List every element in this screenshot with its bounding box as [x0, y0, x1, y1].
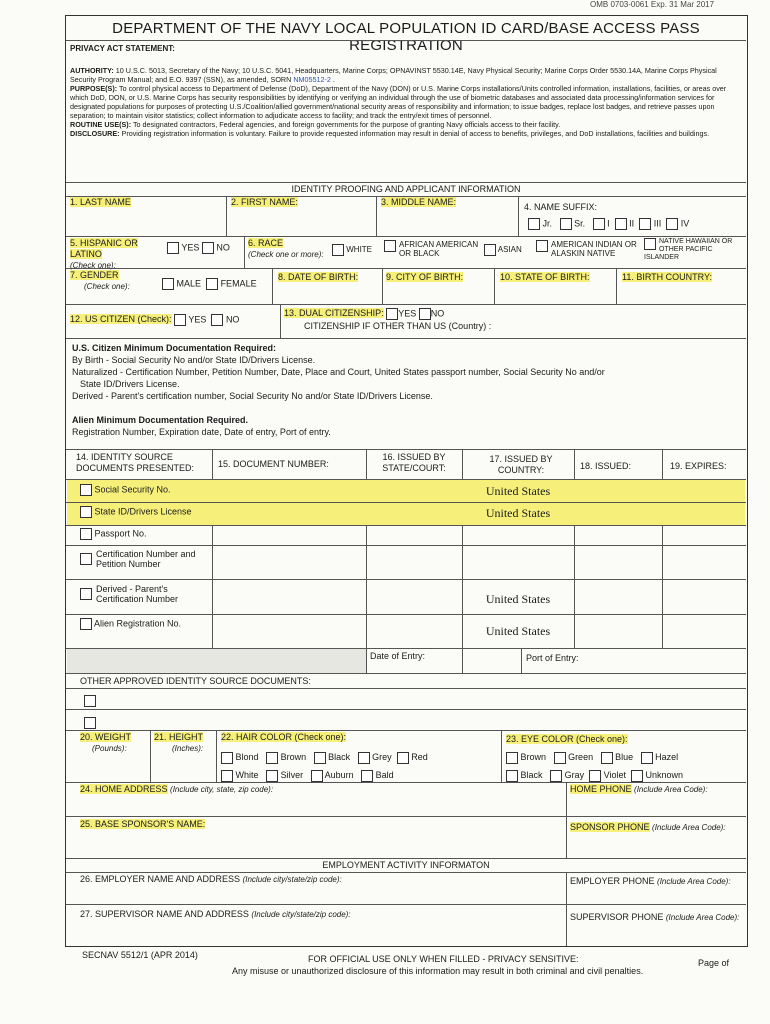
sponsor-name-label: 25. BASE SPONSOR'S NAME:: [80, 819, 206, 829]
dual-no-checkbox[interactable]: [419, 308, 431, 320]
dual-citizenship-label: 13. DUAL CITIZENSHIP:: [284, 308, 384, 319]
birth-country-label: 11. BIRTH COUNTRY:: [622, 272, 713, 282]
other-doc-checkbox[interactable]: [84, 717, 96, 729]
race-black-checkbox[interactable]: [384, 240, 396, 252]
home-phone-label: HOME PHONE: [570, 784, 632, 794]
country-value: United States: [485, 484, 551, 498]
supervisor-label: 27. SUPERVISOR NAME AND ADDRESS (Include city/state/zip code):: [80, 909, 351, 919]
country-value: United States: [485, 624, 551, 638]
port-of-entry-label: Port of Entry:: [526, 653, 579, 663]
passport-checkbox[interactable]: [80, 528, 92, 540]
hair-checkbox[interactable]: [311, 770, 323, 782]
suffix-options: Jr. Sr. I II III IV: [528, 218, 689, 230]
col-issued: 18. ISSUED:: [580, 461, 632, 471]
eye-options: Brown Green Blue Hazel Black Gray Violet Unknown: [506, 748, 746, 784]
omb-number: OMB 0703-0061 Exp. 31 Mar 2017: [590, 0, 715, 9]
first-name-label: 2. FIRST NAME:: [231, 197, 298, 207]
gender-label: 7. GENDER: [70, 270, 119, 280]
eye-checkbox[interactable]: [631, 770, 643, 782]
hair-checkbox[interactable]: [358, 752, 370, 764]
page-number: Page of: [698, 958, 730, 968]
citizen-no-checkbox[interactable]: [211, 314, 223, 326]
suffix-checkbox[interactable]: [528, 218, 540, 230]
hair-options: Blond Brown Black Grey Red White Silver Auburn Bald: [221, 748, 501, 784]
eye-checkbox[interactable]: [589, 770, 601, 782]
registration-form: DEPARTMENT OF THE NAVY LOCAL POPULATION ID CARD/BASE ACCESS PASS REGISTRATION PRIVACY ACT STATEMENT: AUTHORITY: 10 U.S.C. 5013, Secretary of the Navy; 10 U.S.C. 5041, Headquarters, Marine Corps; OPNAVINST 5530.14E, Navy Physical Security; Marine Corps Order 5530.14A, Marine Corps Physical Security Program Manual; and E.O. 9397 (SSN), as amended, SORN NM05512-2 . PURPOSE(S): To control physical access to Department of Defense (DoD), Department of the Navy (DON) or U.S. Marine Corps installations/Units controlled information, installations, facilities, or areas over which DoD, DON, or U.S. Marine Corps has security responsibilities by identifying or verifying an individual through the use of biometric databases and associated data processing/information services for designated populations for purposes of protecting U.S./Coalition/allied government/national security areas of responsibility and information; to issue badges, replace lost badges, and retrieve passes upon separation; to maintain visitor statistics; collect information to adjudicate access to facility; and track the entry/exit times of personnel. ROUTINE USE(S): To designated contractors, Federal agencies, and foreign governments for the purpose of granting Navy officials access to their facility. DISCLOSURE: Providing registration information is voluntary. Failure to provide requested information may result in denial of access to benefits, privileges, and DoD installations, facilities and buildings. IDENTITY PROOFING AND APPLICANT INFORMATION 1. LAST NAME 2. FIRST NAME: 3. MIDDLE NAME: 4. NAME SUFFIX: Jr. Sr. I II III IV 5. HISPANIC OR LATINO (Check one): YES NO 6. RACE (Check one or more): WHITE AFRICAN AMERICAN OR BLACK ASIAN AMERICAN INDIAN OR ALASKIN NATIVE NATIVE HAWAIIAN OR OTHER PACIFIC ISLANDER 7. GENDER (Check one): MALE FEMALE 8. DATE OF BIRTH: 9. CITY OF BIRTH: 10. STATE OF BIRTH: 11. BIRTH COUNTRY: 12. US CITIZEN (Check): YES NO 13. DUAL CITIZENSHIP: YES NO CITIZENSHIP IF OTHER THAN US (Country) : U.S. Citizen Minimum Documentation Required: By Birth - Social Security No and/or State ID/Drivers License. Naturalized - Certification Number, Petition Number, Date, Place and Court, United States passport number, Social Security No and/or State ID/Drivers License. Derived - Parent's certification number, Social Security No and/or State ID/Drivers License. Alien Minimum Documentation Required. Registration Number, Expiration date, Date of entry, Port of entry. 14. IDENTITY SOURCE DOCUMENTS PRESENTED: 15. DOCUMENT NUMBER: 16. ISSUED BY STATE/COURT: 17. ISSUED BY COUNTRY: 18. ISSUED: 19. EXPIRES: Social Security No. United States State ID/Drivers License United States Passport No. Certification Number and Petition Number Derived - Parent's Certification Number United States Alien Registration No. United States Date of Entry: Port of Entry: OTHER APPROVED IDENTITY SOURCE DOCUMENTS: 20. WEIGHT (Pounds): 21. HEIGHT (Inches): 22. HAIR COLOR (Check one): Blond Brown Black Grey Red White Silver Auburn Bald 23. EYE COLOR (Check one): Brown Green Blue Hazel Black Gray Violet Unknown 24. HOME ADDRESS (Include city, state, zip code): HOME PHONE (Include Area Code): 25. BASE SPONSOR'S NAME: SPONSOR PHONE (Include Area Code): EMPLOYMENT ACTIVITY INFORMATON 26. EMPLOYER NAME AND ADDRESS (Include city/state/zip code): EMPLOYER PHONE (Include Area Code): 27. SUPERVISOR NAME AND ADDRESS (Include city/state/zip code): SUPERVISOR PHONE (Include Area Code):: [65, 15, 748, 947]
citizen-yes-checkbox[interactable]: [174, 314, 186, 326]
dob-label: 8. DATE OF BIRTH:: [278, 272, 359, 282]
documentation-requirements: U.S. Citizen Minimum Documentation Required: By Birth - Social Security No and/or State ID/Drivers License. Naturalized - Certification Number, Petition Number, Date, Place and Court, United States passport number, Social Security No and/or State ID/Drivers License. Derived - Parent's certification number, Social Security No and/or State ID/Drivers License. Alien Minimum Documentation Required. Registration Number, Expiration date, Date of entry, Port of entry.: [72, 343, 605, 437]
us-citizen-label: 12. US CITIZEN (Check):: [70, 314, 172, 325]
other-doc-checkbox[interactable]: [84, 695, 96, 707]
suffix-checkbox[interactable]: [666, 218, 678, 230]
hair-checkbox[interactable]: [266, 770, 278, 782]
col-issued-by-state: 16. ISSUED BY STATE/COURT:: [382, 452, 446, 473]
hair-color-label: 22. HAIR COLOR (Check one):: [221, 732, 347, 742]
state-birth-label: 10. STATE OF BIRTH:: [500, 272, 590, 282]
employer-label: 26. EMPLOYER NAME AND ADDRESS (Include city/state/zip code):: [80, 874, 342, 884]
col-expires: 19. EXPIRES:: [670, 461, 727, 471]
weight-label: 20. WEIGHT: [80, 732, 132, 742]
hispanic-label: 5. HISPANIC OR LATINO: [70, 238, 138, 259]
middle-name-label: 3. MIDDLE NAME:: [381, 197, 457, 207]
identity-section-header: IDENTITY PROOFING AND APPLICANT INFORMATION: [291, 184, 521, 194]
alien-reg-checkbox[interactable]: [80, 618, 92, 630]
hair-checkbox[interactable]: [266, 752, 278, 764]
dual-yes-checkbox[interactable]: [386, 308, 398, 320]
eye-checkbox[interactable]: [506, 752, 518, 764]
table-row: Social Security No.: [80, 484, 171, 496]
country-value: United States: [485, 506, 551, 520]
eye-checkbox[interactable]: [554, 752, 566, 764]
hair-checkbox[interactable]: [221, 770, 233, 782]
suffix-checkbox[interactable]: [615, 218, 627, 230]
city-birth-label: 9. CITY OF BIRTH:: [386, 272, 464, 282]
derived-checkbox[interactable]: [80, 588, 92, 600]
height-label: 21. HEIGHT: [154, 732, 204, 742]
other-citizenship-label: CITIZENSHIP IF OTHER THAN US (Country) :: [304, 321, 492, 331]
home-address-label: 24. HOME ADDRESS: [80, 784, 168, 794]
gender-male-checkbox[interactable]: [162, 278, 174, 290]
table-row: State ID/Drivers License: [80, 506, 192, 518]
col-identity-docs: 14. IDENTITY SOURCE DOCUMENTS PRESENTED:: [76, 452, 195, 473]
form-title: DEPARTMENT OF THE NAVY LOCAL POPULATION ID CARD/BASE ACCESS PASS REGISTRATION: [112, 20, 700, 54]
employment-section-header: EMPLOYMENT ACTIVITY INFORMATON: [322, 860, 490, 870]
race-native-checkbox[interactable]: [536, 240, 548, 252]
misuse-warning: Any misuse or unauthorized disclosure of this information may result in both criminal and civil penalties.: [232, 966, 644, 976]
country-value: United States: [485, 592, 551, 606]
race-label: 6. RACE: [248, 238, 284, 248]
supervisor-phone-label: SUPERVISOR PHONE (Include Area Code):: [570, 912, 740, 922]
race-hawaiian-checkbox[interactable]: [644, 238, 656, 250]
eye-checkbox[interactable]: [601, 752, 613, 764]
suffix-checkbox[interactable]: [560, 218, 572, 230]
last-name-label: 1. LAST NAME: [70, 197, 131, 207]
col-issued-by-country: 17. ISSUED BY COUNTRY:: [489, 454, 553, 475]
gender-female-checkbox[interactable]: [206, 278, 218, 290]
col-document-number: 15. DOCUMENT NUMBER:: [218, 459, 329, 469]
other-docs-label: OTHER APPROVED IDENTITY SOURCE DOCUMENTS:: [80, 676, 311, 686]
hair-checkbox[interactable]: [221, 752, 233, 764]
table-row: Derived - Parent's Certification Number: [80, 584, 210, 604]
eye-color-label: 23. EYE COLOR (Check one):: [506, 734, 628, 744]
hair-checkbox[interactable]: [314, 752, 326, 764]
fouo-notice: FOR OFFICIAL USE ONLY WHEN FILLED - PRIVACY SENSITIVE:: [308, 954, 579, 964]
sponsor-phone-label: SPONSOR PHONE: [570, 822, 650, 832]
employer-phone-label: EMPLOYER PHONE (Include Area Code):: [570, 876, 731, 886]
eye-checkbox[interactable]: [641, 752, 653, 764]
ssn-checkbox[interactable]: [80, 484, 92, 496]
table-row: Certification Number and Petition Number: [80, 549, 210, 569]
suffix-checkbox[interactable]: [639, 218, 651, 230]
table-row: Alien Registration No.: [80, 618, 181, 630]
suffix-label: 4. NAME SUFFIX:: [524, 202, 598, 212]
sorn-link[interactable]: NM05512-2: [293, 75, 331, 84]
privacy-heading: PRIVACY ACT STATEMENT:: [70, 44, 175, 53]
table-row: Passport No.: [80, 528, 147, 540]
race-white-checkbox[interactable]: [332, 244, 344, 256]
hair-checkbox[interactable]: [361, 770, 373, 782]
hair-checkbox[interactable]: [397, 752, 409, 764]
suffix-checkbox[interactable]: [593, 218, 605, 230]
eye-checkbox[interactable]: [506, 770, 518, 782]
date-of-entry-label: Date of Entry:: [370, 651, 426, 661]
race-asian-checkbox[interactable]: [484, 244, 496, 256]
certification-checkbox[interactable]: [80, 553, 92, 565]
drivers-license-checkbox[interactable]: [80, 506, 92, 518]
hispanic-yes-checkbox[interactable]: [167, 242, 179, 254]
form-id: SECNAV 5512/1 (APR 2014): [82, 950, 198, 960]
eye-checkbox[interactable]: [550, 770, 562, 782]
hispanic-no-checkbox[interactable]: [202, 242, 214, 254]
privacy-statement: AUTHORITY: 10 U.S.C. 5013, Secretary of the Navy; 10 U.S.C. 5041, Headquarters, Marine Corps; OPNAVINST 5530.14E, Navy Physical Security; Marine Corps Order 5530.14A, Marine Corps Physical Security Program Manual; and E.O. 9397 (SSN), as amended, SORN NM05512-2 . PURPOSE(S): To control physical access to Department of Defense (DoD), Department of the Navy (DON) or U.S. Marine Corps installations/Units controlled information, installations, facilities, or areas over which DoD, DON, or U.S. Marine Corps has security responsibilities by identifying or verifying an individual through the use of biometric databases and associated data processing/information services for designated populations for purposes of protecting U.S./Coalition/allied government/national security areas of responsibility and information; to issue badges, replace lost badges, and retrieve passes upon separation; to maintain visitor statistics; collect information to adjudicate access to facility; and track the entry/exit times of personnel. ROUTINE USE(S): To designated contractors, Federal agencies, and foreign governments for the purpose of granting Navy officials access to their facility. DISCLOSURE: Providing registration information is voluntary. Failure to provide requested information may result in denial of access to benefits, privileges, and DoD installations, facilities and buildings.: [70, 66, 727, 138]
